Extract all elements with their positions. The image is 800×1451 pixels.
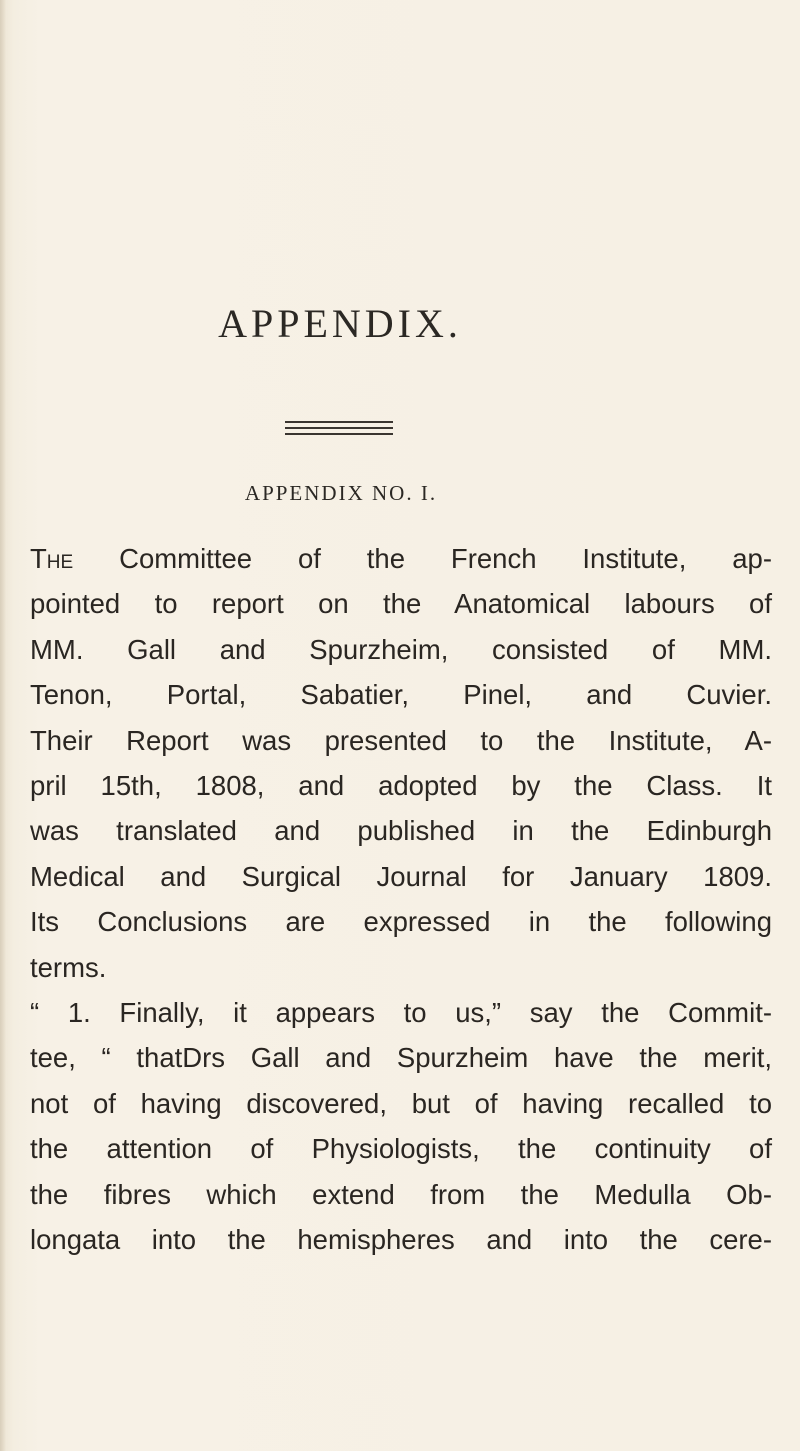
- text-line: Tenon, Portal, Sabatier, Pinel, and Cuvier.: [30, 679, 772, 711]
- text-line: tee, “ thatDrs Gall and Spurzheim have the merit,: [30, 1042, 772, 1074]
- decorative-rule: [285, 427, 393, 429]
- body-text: [30, 536, 772, 1263]
- text-line: MM. Gall and Spurzheim, consisted of MM.: [30, 633, 772, 665]
- page-title: APPENDIX.: [218, 301, 462, 346]
- text-line: the attention of Physiologists, the continuity of: [30, 1133, 772, 1165]
- text-line: terms.: [30, 951, 107, 983]
- decorative-rule: [285, 433, 393, 435]
- page-gutter-shadow: [0, 0, 6, 1451]
- text-line: was translated and published in the Edinburgh: [30, 815, 772, 847]
- decorative-rule: [285, 421, 393, 423]
- text-line: pointed to report on the Anatomical labours of: [30, 588, 772, 620]
- text-line: Its Conclusions are expressed in the following: [30, 906, 772, 938]
- text-line: “ 1. Finally, it appears to us,” say the Commit-: [30, 997, 772, 1029]
- section-heading: APPENDIX NO. I.: [244, 481, 438, 505]
- text-line: the fibres which extend from the Medulla Ob-: [30, 1178, 772, 1210]
- drop-word: The: [30, 543, 74, 574]
- text-line: Their Report was presented to the Institute, A-: [30, 724, 772, 756]
- text-line: [30, 536, 772, 581]
- text-line: not of having discovered, but of having recalled to: [30, 1087, 772, 1119]
- text-line: pril 15th, 1808, and adopted by the Class. It: [30, 770, 772, 802]
- text-line-content: Committee of the French Institute, ap-: [73, 543, 772, 574]
- text-line: Medical and Surgical Journal for January 1809.: [30, 860, 772, 892]
- text-line: longata into the hemispheres and into the cere-: [30, 1224, 772, 1256]
